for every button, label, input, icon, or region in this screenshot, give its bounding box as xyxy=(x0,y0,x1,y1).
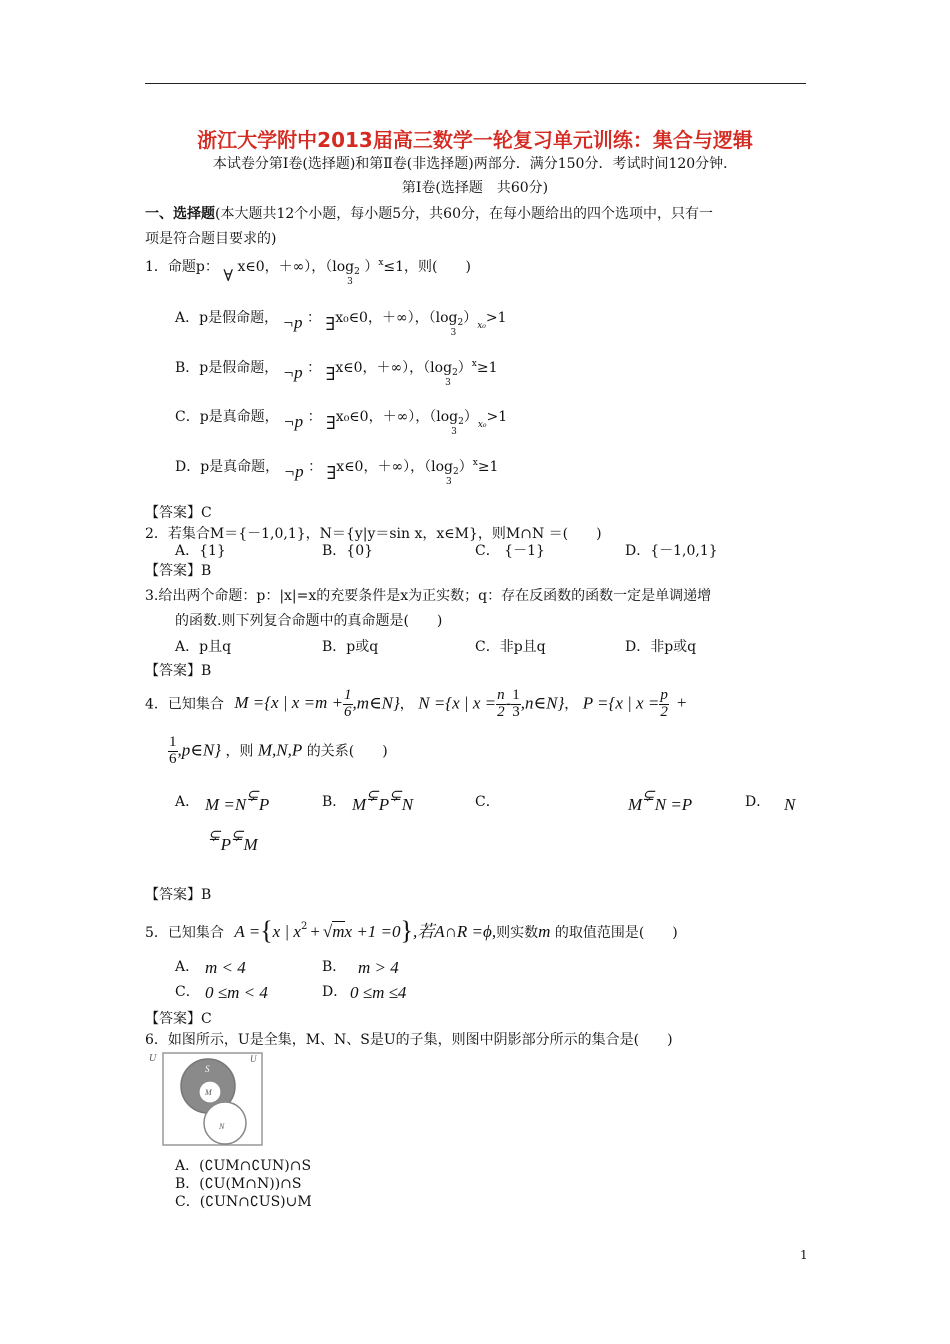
q5-set-sup: 2 xyxy=(300,921,308,932)
q5-cond: ,若A∩R =ϕ, xyxy=(413,922,497,941)
q1-option-d-c: ） xyxy=(458,459,473,475)
q1-option-d-neg: ¬p xyxy=(283,462,304,481)
label-u-left: U xyxy=(149,1053,157,1064)
q1-option-a-neg: ¬p xyxy=(282,313,303,332)
exists-symbol: ∃ xyxy=(325,314,336,335)
q1-option-d xyxy=(175,455,499,487)
q5-label: 5．已知集合 xyxy=(145,925,224,941)
q1-option-a-c: ） xyxy=(463,310,478,326)
proper-subset-symbol: ⊊ xyxy=(208,828,221,844)
q1-option-a-exp: x₀ xyxy=(477,321,486,331)
q4-ask-vars: M,N,P xyxy=(257,740,303,760)
q4-P-plus: + xyxy=(676,693,687,713)
q1-option-a-text: A．p是假命题， xyxy=(175,310,279,326)
q6-option-a: A．(∁UM∩∁UN)∩S xyxy=(175,1158,312,1174)
q1-stem-d: ≤1，则( ) xyxy=(383,259,471,275)
q1-option-c-neg: ¬p xyxy=(283,412,304,431)
q1-option-c xyxy=(175,405,508,437)
sqrt-symbol: √ xyxy=(322,922,333,941)
q4-P2-frac-den: 6 xyxy=(169,750,177,767)
brace-left: { xyxy=(260,916,273,945)
q4-stem xyxy=(145,688,686,721)
q1-exp: x xyxy=(378,258,384,268)
q3-stem-line1: 3.给出两个命题：p：|x|=x的充要条件是x为正实数；q：存在反函数的函数一定是单调递增 xyxy=(145,588,712,604)
label-s: S xyxy=(205,1064,210,1074)
q1-option-a-colon: ： xyxy=(306,310,321,326)
q1-option-d-colon: ： xyxy=(308,459,323,475)
exists-symbol: ∃ xyxy=(326,413,336,434)
q5-option-d-label: D． xyxy=(322,984,348,1000)
q4-N-frac1 xyxy=(496,688,506,721)
q4-option-d-part2: P xyxy=(220,835,231,854)
q4-M-def-a: M ={x | x =m + xyxy=(234,693,344,713)
q4-option-d-part1: N xyxy=(784,795,796,814)
q1-stem-b: x∈0，＋∞），（log xyxy=(237,259,355,275)
q4-option-c xyxy=(628,788,693,815)
q1-option-c-b: x₀∈0，＋∞），（log xyxy=(335,409,459,425)
q4-option-d-label: D． xyxy=(745,794,771,810)
q4-N-frac1-num: n xyxy=(497,687,505,703)
set-n-circle xyxy=(204,1102,246,1144)
q1-stem-a: 1．命题p： xyxy=(145,259,219,275)
q4-N-def-b: ,n∈N} xyxy=(520,693,565,713)
q5-set-b: x | x xyxy=(272,922,301,941)
exists-symbol: ∃ xyxy=(325,364,336,385)
q1-base-num: 2 xyxy=(354,267,360,277)
q4-P2-frac xyxy=(168,735,178,768)
q4-N-def-a: N ={x | x = xyxy=(418,693,497,713)
q1-option-b-text: B．p是假命题， xyxy=(175,360,279,376)
q1-option-b-b: x∈0，＋∞），（log xyxy=(335,360,453,376)
q2-option-b: B．{0} xyxy=(322,543,374,559)
q6-option-c: C．(∁UN∩∁US)∪M xyxy=(175,1194,312,1210)
q2-option-c: C． {－1} xyxy=(475,543,545,559)
q6-option-b: B．(∁U(M∩N))∩S xyxy=(175,1176,302,1192)
q6-stem: 6．如图所示，U是全集，M、N、S是U的子集，则图中阴影部分所示的集合是( ) xyxy=(145,1032,673,1048)
q4-answer: 【答案】B xyxy=(145,887,212,903)
q4-label: 4．已知集合 xyxy=(145,696,224,713)
q1-option-c-colon: ： xyxy=(307,409,322,425)
proper-subset-symbol: ⊊ xyxy=(642,788,655,804)
q5-stem xyxy=(145,914,678,944)
q4-option-b-part2: P xyxy=(378,795,390,814)
q4-N-minus: - xyxy=(505,693,512,713)
q3-option-c: C．非p且q xyxy=(475,639,546,655)
q5-option-c-expr: 0 ≤m < 4 xyxy=(205,983,268,1002)
forall-symbol: ∀ xyxy=(223,266,233,285)
section1-label: 一、选择题 xyxy=(145,206,215,222)
venn-diagram xyxy=(149,1051,264,1147)
part1-heading: 第Ⅰ卷(选择题 共60分) xyxy=(401,180,549,196)
q1-option-a-d: >1 xyxy=(485,310,507,326)
page-title: 浙江大学附中2013届高三数学一轮复习单元训练：集合与逻辑 xyxy=(197,128,753,152)
q1-option-a-den: 3 xyxy=(450,328,457,338)
q1-option-b-c: ） xyxy=(457,360,472,376)
q4-N-frac2-den: 3 xyxy=(512,703,520,720)
q5-ask-b: 的取值范围是( ) xyxy=(554,925,678,941)
q4-option-b-part3: N xyxy=(401,795,414,814)
q4-P-frac-den: 2 xyxy=(660,703,668,720)
q2-option-d: D．{－1,0,1} xyxy=(625,543,718,559)
q1-stem xyxy=(145,256,471,287)
q4-M-frac xyxy=(343,688,353,721)
q4-option-b-label: B． xyxy=(322,794,347,810)
q2-stem: 2．若集合M＝{－1,0,1}，N＝{y|y＝sin x，x∈M}，则M∩N ＝( ) xyxy=(145,526,602,542)
q5-option-a-label: A． xyxy=(175,959,200,975)
proper-subset-symbol: ⊊ xyxy=(246,788,259,804)
q4-sep2: ， xyxy=(564,696,579,713)
q4-option-c-label: C． xyxy=(475,794,500,810)
q2-option-a: A．{1} xyxy=(175,543,226,559)
section1-desc1: (本大题共12个小题，每小题5分，共60分，在每小题给出的四个选项中，只有一 xyxy=(215,206,713,222)
q1-option-d-d: ≥1 xyxy=(477,459,499,475)
q4-M-frac-num: 1 xyxy=(344,687,352,703)
q4-N-frac1-den: 2 xyxy=(497,703,505,720)
q4-option-a xyxy=(205,788,270,815)
q1-option-b-neg: ¬p xyxy=(282,363,303,382)
section1-heading xyxy=(145,203,713,223)
q4-N-frac2-num: 1 xyxy=(512,687,520,703)
q1-option-d-exp: x xyxy=(472,458,478,468)
q4-M-def-b: ,m∈N} xyxy=(352,693,400,713)
q1-option-d-text: D．p是真命题， xyxy=(175,459,280,475)
q4-option-d-part3: M xyxy=(243,835,258,854)
proper-subset-symbol: ⊊ xyxy=(230,828,244,844)
q4-option-b-part1: M xyxy=(352,795,367,814)
exists-symbol: ∃ xyxy=(326,463,337,484)
q5-option-c-label: C． xyxy=(175,984,200,1000)
q3-option-d: D．非p或q xyxy=(625,639,697,655)
venn-diagram-svg xyxy=(149,1051,264,1147)
label-m: M xyxy=(205,1088,212,1097)
q1-option-c-exp: x₀ xyxy=(477,420,487,430)
q4-ask-a: ，则 xyxy=(225,743,254,760)
proper-subset-symbol: ⊊ xyxy=(366,788,379,804)
q5-set-c: + xyxy=(310,922,320,941)
q4-P2-def-b: ,p∈N} xyxy=(177,740,221,760)
section1-desc2: 项是符合题目要求的) xyxy=(145,231,277,247)
q4-stem-cont xyxy=(168,735,388,768)
brace-right: } xyxy=(400,916,414,945)
q1-option-c-den: 3 xyxy=(451,427,457,437)
q5-option-b-label: B． xyxy=(322,959,347,975)
q3-answer: 【答案】B xyxy=(145,663,212,679)
header-rule xyxy=(145,83,806,84)
q1-option-c-text: C．p是真命题， xyxy=(175,409,279,425)
q1-option-c-d: >1 xyxy=(486,409,508,425)
q1-answer: 【答案】C xyxy=(145,505,212,521)
q5-sqrt-arg: m xyxy=(332,922,345,941)
q2-answer: 【答案】B xyxy=(145,563,212,579)
q5-option-b-expr: m > 4 xyxy=(358,958,399,977)
q4-P-frac-num: p xyxy=(660,687,668,703)
q1-option-c-num: 2 xyxy=(458,417,464,427)
q4-sep1: ， xyxy=(399,696,414,713)
q5-set-a: A = xyxy=(234,922,261,941)
q5-option-d-expr: 0 ≤m ≤4 xyxy=(350,983,407,1002)
q3-option-b: B．p或q xyxy=(322,639,379,655)
intro-text: 本试卷分第Ⅰ卷(选择题)和第Ⅱ卷(非选择题)两部分．满分150分．考试时间120分钟． xyxy=(212,156,738,172)
q1-option-b-den: 3 xyxy=(445,378,451,388)
q4-N-frac2 xyxy=(511,688,521,721)
q1-option-b-num: 2 xyxy=(452,368,458,378)
proper-subset-symbol: ⊊ xyxy=(389,788,402,804)
q4-M-frac-den: 6 xyxy=(344,703,352,720)
q4-option-c-part2: N =P xyxy=(654,795,693,814)
q1-option-d-num: 2 xyxy=(453,467,459,477)
page-number: 1 xyxy=(800,1248,808,1262)
q3-stem-line2: 的函数.则下列复合命题中的真命题是( ) xyxy=(175,613,443,629)
q4-option-c-part1: M xyxy=(628,795,643,814)
q4-option-a-part2: P xyxy=(258,795,270,814)
label-n: N xyxy=(219,1122,225,1131)
q1-option-b-d: ≥1 xyxy=(476,360,498,376)
q4-ask-b: 的关系( ) xyxy=(306,743,388,760)
label-u-right: U xyxy=(250,1054,257,1064)
q1-option-b-exp: x xyxy=(471,359,477,369)
q1-option-a xyxy=(175,306,507,338)
q1-option-b xyxy=(175,356,498,388)
q5-answer: 【答案】C xyxy=(145,1011,212,1027)
q4-option-b xyxy=(352,788,414,815)
q4-option-a-part1: M =N xyxy=(205,795,247,814)
q5-ask-var: m xyxy=(538,922,551,941)
q1-stem-c: ） xyxy=(364,259,379,275)
q1-option-a-b: x₀∈0，＋∞），（log xyxy=(335,310,458,326)
q4-P-def-a: P ={x | x = xyxy=(582,693,660,713)
q1-option-b-colon: ： xyxy=(307,360,322,376)
q1-base-den: 3 xyxy=(347,277,353,287)
q4-option-d xyxy=(208,828,258,855)
q5-set-d: x +1 =0 xyxy=(344,922,401,941)
q4-option-a-label: A． xyxy=(175,794,200,810)
q5-ask-a: 则实数 xyxy=(496,925,539,941)
q3-option-a: A．p且q xyxy=(175,639,232,655)
q4-P-frac xyxy=(659,688,669,721)
q5-option-a-expr: m < 4 xyxy=(205,958,246,977)
q1-option-d-b: x∈0，＋∞），（log xyxy=(336,459,453,475)
q1-option-d-den: 3 xyxy=(446,477,452,487)
q1-option-c-c: ） xyxy=(463,409,478,425)
q1-option-a-num: 2 xyxy=(457,318,464,328)
q4-P2-frac-num: 1 xyxy=(169,734,177,750)
